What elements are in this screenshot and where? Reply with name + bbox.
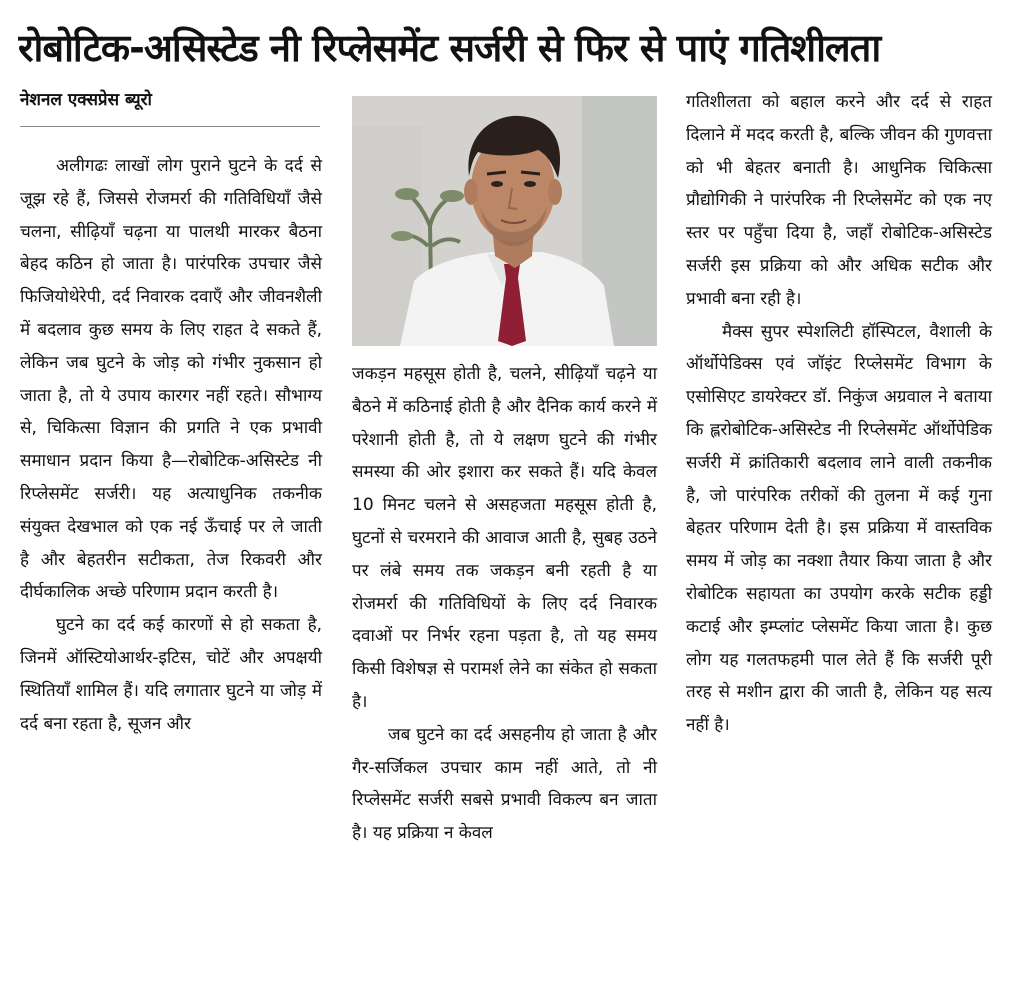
byline: नेशनल एक्सप्रेस ब्यूरो — [20, 90, 152, 110]
column-2-paragraph-2: जब घुटने का दर्द असहनीय हो जाता है और गैर-सर्जिकल उपचार काम नहीं आते, तो नी रिप्लेसमेंट सर्जरी सबसे प्रभावी विकल्प बन जाता है। यह प्रक्रिया न केवल — [352, 724, 657, 844]
doctor-photo — [352, 96, 657, 346]
article-column-1 — [20, 150, 322, 740]
headline: रोबोटिक-असिस्टेड नी रिप्लेसमेंट सर्जरी से फिर से पाएं गतिशीलता — [18, 26, 881, 70]
column-2-paragraph-1: जकड़न महसूस होती है, चलने, सीढ़ियाँ चढ़ने या बैठने में कठिनाई होती है और दैनिक कार्य करने में परेशानी होती है, तो ये लक्षण घुटने की गंभीर समस्या की ओर इशारा कर सकते हैं। यदि केवल 10 मिनट चलने से असहजता महसूस होती है, घुटनों से चरमराने की आवाज आती है, सुबह उठने पर लंबे समय तक जकड़न बनी रहती है या रोजमर्रा की गतिविधियों के लिए दर्द निवारक दवाओं पर निर्भर रहना पड़ता है, तो यह समय किसी विशेषज्ञ से परामर्श लेने का संकेत हो सकता है। — [352, 364, 657, 712]
column-1-paragraph-1: अलीगढः लाखों लोग पुराने घुटने के दर्द से जूझ रहे हैं, जिससे रोजमर्रा की गतिविधियाँ जैसे चलना, सीढ़ियाँ चढ़ना या पालथी मारकर बैठना बेहद कठिन हो जाता है। पारंपरिक उपचार जैसे फिजियोथेरेपी, दर्द निवारक दवाएँ और जीवनशैली में बदलाव कुछ समय के लिए राहत दे सकते हैं, लेकिन जब घुटने के जोड़ को गंभीर नुकसान हो जाता है, तो ये उपाय कारगर नहीं रहते। सौभाग्य से, चिकित्सा विज्ञान की प्रगति ने एक प्रभावी समाधान प्रदान किया है—रोबोटिक-असिस्टेड नी रिप्लेसमेंट सर्जरी। यह अत्याधुनिक तकनीक संयुक्त देखभाल को एक नई ऊँचाई पर ले जाती है और बेहतरीन सटीकता, तेज रिकवरी और दीर्घकालिक अच्छे परिणाम प्रदान करती है। — [20, 156, 322, 603]
column-3-paragraph-2: मैक्स सुपर स्पेशलिटी हॉस्पिटल, वैशाली के ऑर्थोपेडिक्स एवं जॉइंट रिप्लेसमेंट विभाग के एसोसिएट डायरेक्टर डॉ. निकुंज अग्रवाल ने बताया कि ह्लरोबोटिक-असिस्टेड नी रिप्लेसमेंट ऑर्थोपेडिक सर्जरी में क्रांतिकारी बदलाव लाने वाली तकनीक है, जो पारंपरिक तरीकों की तुलना में कई गुना बेहतर परिणाम देती है। इस प्रक्रिया में वास्तविक समय में जोड़ का नक्शा तैयार किया जाता है और रोबोटिक सहायता का उपयोग करके सटीक हड्डी कटाई और इम्प्लांट प्लेसमेंट किया जाता है। कुछ लोग यह गलतफहमी पाल लेते हैं कि सर्जरी पूरी तरह से मशीन द्वारा की जाती है, लेकिन यह सत्य नहीं है। — [686, 321, 992, 736]
article-column-3 — [686, 86, 992, 742]
doctor-portrait-illustration — [352, 96, 657, 346]
column-1-paragraph-2: घुटने का दर्द कई कारणों से हो सकता है, जिनमें ऑस्टियोआर्थर-इटिस, चोटें और अपक्षयी स्थितियाँ शामिल हैं। यदि लगातार घुटने या जोड़ में दर्द बना रहता है, सूजन और — [20, 615, 322, 734]
article-column-2 — [352, 358, 657, 850]
byline-divider — [20, 126, 320, 127]
column-3-paragraph-1: गतिशीलता को बहाल करने और दर्द से राहत दिलाने में मदद करती है, बल्कि जीवन की गुणवत्ता को भी बेहतर बनाती है। आधुनिक चिकित्सा प्रौद्योगिकी ने पारंपरिक नी रिप्लेसमेंट को एक नए स्तर पर पहुँचा दिया है, जहाँ रोबोटिक-असिस्टेड सर्जरी इस प्रक्रिया को और अधिक सटीक और प्रभावी बना रही है। — [686, 92, 992, 309]
